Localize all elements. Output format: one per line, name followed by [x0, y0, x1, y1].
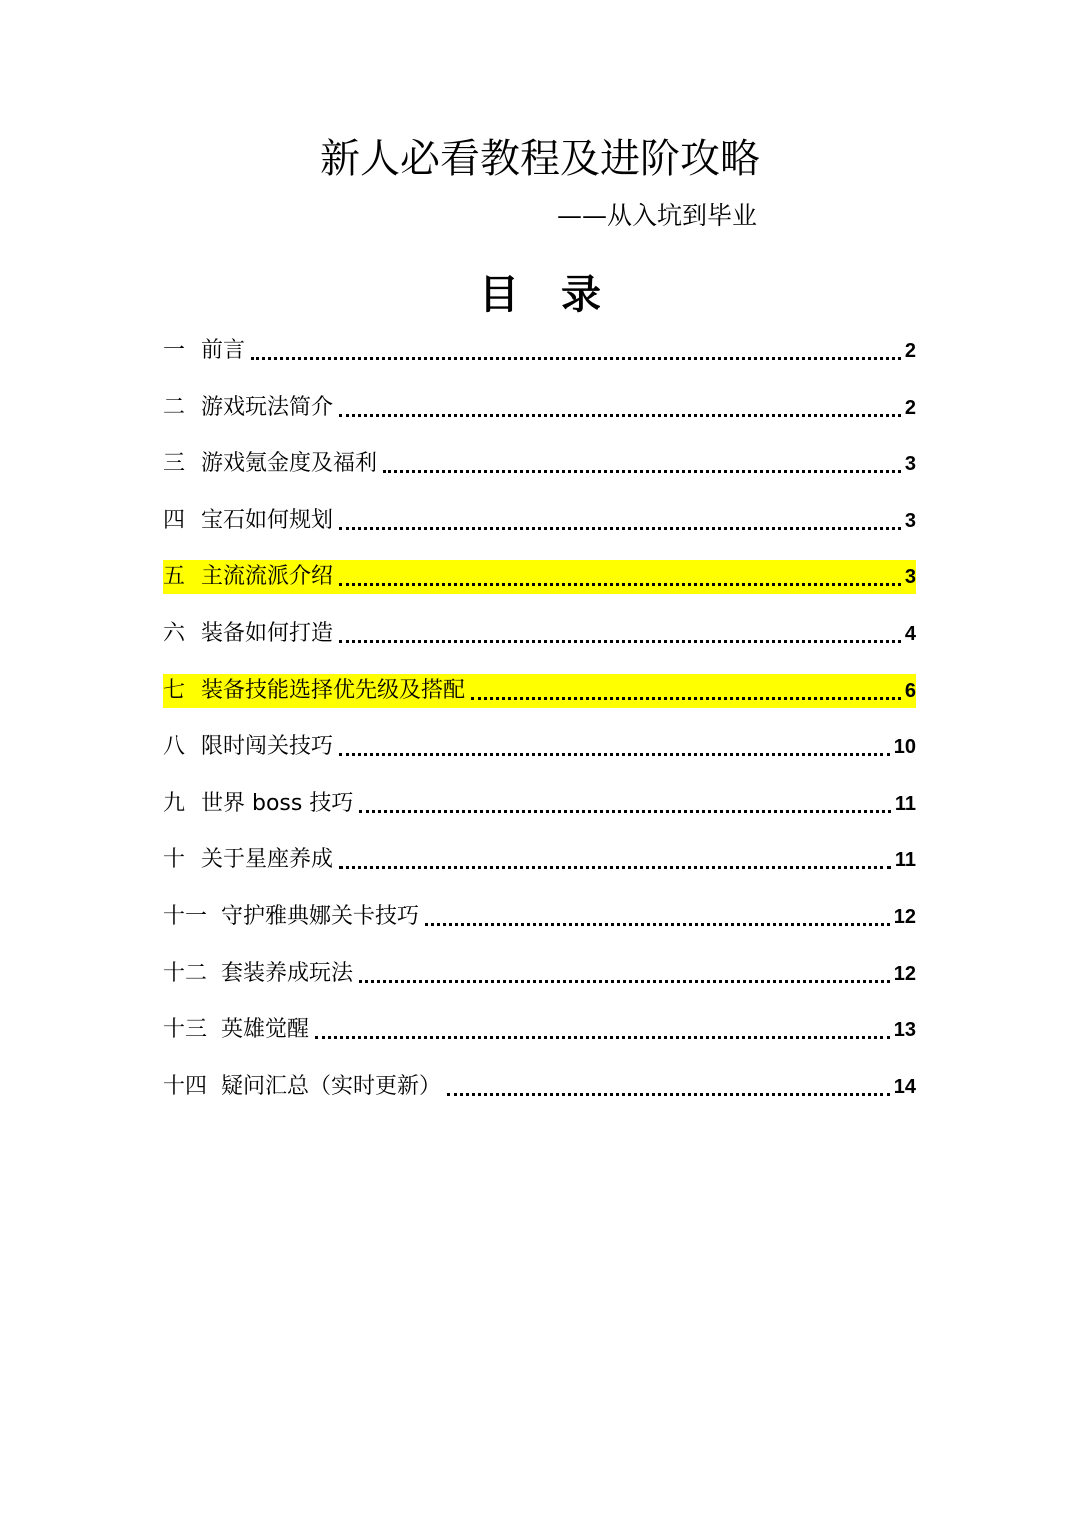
toc-entry-13[interactable]: [163, 1013, 916, 1047]
toc-entry-page: 3: [904, 566, 916, 589]
toc-dot-leader: [383, 447, 901, 481]
toc-entry-page: 12: [893, 962, 916, 985]
toc-dot-leader: [471, 674, 901, 708]
toc-entry-number: 十二: [163, 960, 208, 986]
toc-entry-number: 十: [163, 847, 186, 873]
toc-entry-page: 11: [894, 849, 916, 872]
toc-dot-leader: [339, 843, 891, 877]
table-of-contents: [163, 334, 916, 1126]
toc-entry-6[interactable]: [163, 617, 916, 651]
toc-entry-number: 七: [163, 677, 186, 703]
toc-entry-page: 10: [893, 736, 916, 759]
toc-entry-page: 14: [893, 1075, 916, 1098]
toc-entry-page: 6: [904, 679, 916, 702]
toc-dot-leader: [251, 334, 901, 368]
toc-dot-leader: [339, 730, 890, 764]
toc-entry-page: 2: [904, 340, 916, 362]
toc-entry-page: 11: [894, 792, 916, 815]
toc-entry-number: 四: [163, 507, 186, 533]
toc-entry-label: 套装养成玩法: [221, 960, 354, 986]
toc-entry-14[interactable]: [163, 1070, 916, 1104]
toc-entry-label: 守护雅典娜关卡技巧: [221, 903, 420, 929]
toc-entry-10[interactable]: [163, 843, 916, 877]
toc-entry-7[interactable]: [163, 674, 916, 708]
toc-dot-leader: [315, 1013, 890, 1047]
toc-entry-number: 一: [163, 338, 186, 363]
toc-dot-leader: [339, 617, 901, 651]
toc-entry-number: 六: [163, 620, 186, 646]
toc-dot-leader: [339, 391, 901, 425]
toc-entry-number: 十三: [163, 1017, 208, 1043]
toc-entry-page: 4: [904, 622, 916, 645]
toc-heading: [0, 268, 1080, 322]
toc-entry-number: 三: [163, 451, 186, 477]
toc-entry-8[interactable]: [163, 730, 916, 764]
toc-dot-leader: [339, 560, 901, 594]
toc-entry-number: 八: [163, 734, 186, 760]
document-title: 新人必看教程及进阶攻略: [320, 136, 760, 182]
toc-entry-label: 宝石如何规划: [201, 507, 334, 533]
toc-entry-page: 3: [904, 453, 916, 476]
toc-dot-leader: [447, 1070, 890, 1104]
toc-entry-3[interactable]: [163, 447, 916, 481]
toc-heading-char-2: 录: [561, 272, 601, 318]
toc-entry-page: 13: [893, 1019, 916, 1042]
toc-heading-char-1: 目: [479, 272, 519, 318]
toc-dot-leader: [359, 957, 890, 991]
toc-entry-label: 英雄觉醒: [221, 1017, 310, 1043]
toc-entry-label: 疑问汇总（实时更新）: [221, 1073, 442, 1099]
toc-entry-label: 前言: [201, 338, 246, 363]
toc-entry-page: 2: [904, 396, 916, 419]
toc-entry-label: 游戏氪金度及福利: [201, 451, 378, 477]
toc-entry-label: 关于星座养成: [201, 847, 334, 873]
toc-entry-page: 3: [904, 509, 916, 532]
toc-entry-4[interactable]: [163, 504, 916, 538]
toc-entry-label: 限时闯关技巧: [201, 734, 334, 760]
toc-dot-leader: [339, 504, 901, 538]
toc-entry-11[interactable]: [163, 900, 916, 934]
toc-entry-label: 装备技能选择优先级及搭配: [201, 677, 466, 703]
toc-entry-2[interactable]: [163, 391, 916, 425]
toc-entry-12[interactable]: [163, 957, 916, 991]
toc-entry-number: 二: [163, 394, 186, 420]
toc-entry-number: 十四: [163, 1073, 208, 1099]
document-subtitle: ——从入坑到毕业: [556, 201, 757, 230]
toc-entry-label: 主流流派介绍: [201, 564, 334, 590]
toc-entry-1[interactable]: [163, 334, 916, 368]
toc-dot-leader: [425, 900, 890, 934]
toc-entry-9[interactable]: [163, 787, 916, 821]
toc-entry-label: 世界 boss 技巧: [201, 790, 354, 816]
toc-entry-5[interactable]: [163, 560, 916, 594]
toc-entry-label: 游戏玩法简介: [201, 394, 334, 420]
toc-entry-label: 装备如何打造: [201, 620, 334, 646]
toc-entry-page: 12: [893, 905, 916, 928]
toc-dot-leader: [359, 787, 890, 821]
toc-entry-number: 九: [163, 790, 186, 816]
toc-entry-number: 五: [163, 564, 186, 590]
toc-entry-number: 十一: [163, 903, 208, 929]
